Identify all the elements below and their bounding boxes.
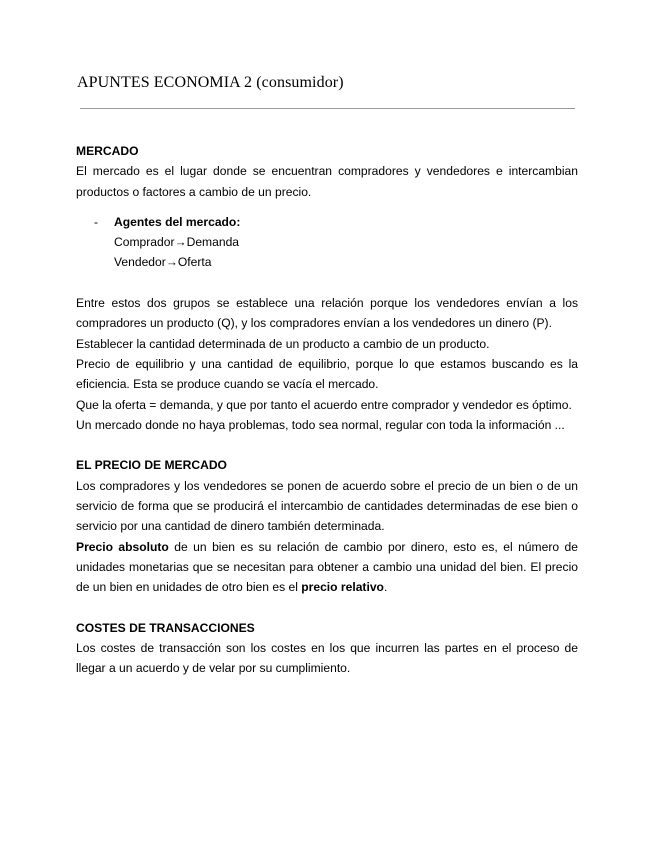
precio-absoluto-paragraph (76, 537, 578, 598)
costes-paragraph: Los costes de transacción son los costes en los que incurren las partes en el proceso de llegar a un acuerdo y de velar por su cumplimiento. (76, 641, 578, 676)
precio-relativo-term: precio relativo (301, 580, 384, 595)
arrow-icon: → (165, 255, 178, 270)
mercado-paragraph: Entre estos dos grupos se establece una relación porque los vendedores envían a los compradores un producto (Q), y los compradores envían a los vendedores un dinero (P). (76, 296, 578, 331)
section-spacer (76, 435, 578, 455)
section-spacer (76, 598, 578, 618)
precio-relativo-end: . (383, 580, 388, 595)
mercado-paragraph: Establecer la cantidad determinada de un producto a cambio de un producto. (76, 336, 490, 351)
mercado-paragraph: Precio de equilibrio y una cantidad de equilibrio, porque lo que estamos buscando es la eficiencia. Esta se produce cuando se vacía el mercado. (76, 356, 578, 392)
precio-absoluto-text: de un bien es su relación de cambio por dinero, esto es, el número de unidades monetarias que se necesitan para obtener a cambio una unidad del bien. El precio de un bien en unidades de otro bien es el (76, 539, 578, 595)
bullet-marker: - (94, 214, 99, 229)
agent-line-vendedor (114, 252, 578, 272)
arrow-icon: → (174, 235, 187, 250)
agent-role: Oferta (177, 255, 212, 270)
section-spacer (76, 273, 578, 293)
mercado-paragraph: Un mercado donde no haya problemas, todo sea normal, regular con toda la información ... (76, 417, 565, 432)
agentes-title: Agentes del mercado: (114, 214, 241, 229)
mercado-paragraph: Que la oferta = demanda, y que por tanto el acuerdo entre comprador y vendedor es óptimo. (76, 397, 572, 412)
mercado-intro-paragraph: El mercado es el lugar donde se encuentran compradores y vendedores e intercambian productos o factores a cambio de un precio. (76, 164, 578, 199)
section-heading-mercado: MERCADO (76, 144, 139, 158)
agent-role: Demanda (186, 235, 240, 250)
agent-label: Comprador (114, 235, 175, 250)
agentes-bullet (76, 212, 578, 273)
agent-line-comprador (114, 232, 578, 252)
section-heading-precio: EL PRECIO DE MERCADO (76, 458, 227, 473)
document-title: APUNTES ECONOMIA 2 (consumidor) (77, 74, 344, 91)
section-heading-costes: COSTES DE TRANSACCIONES (76, 620, 255, 635)
precio-absoluto-term: Precio absoluto (76, 539, 169, 554)
document-body (76, 141, 578, 679)
title-divider (80, 108, 575, 109)
agent-label: Vendedor (114, 255, 166, 270)
precio-paragraph: Los compradores y los vendedores se ponen de acuerdo sobre el precio de un bien o de un servicio de forma que se producirá el intercambio de cantidades determinadas de ese bien o servicio por una cantidad de dinero también determinada. (76, 478, 578, 534)
